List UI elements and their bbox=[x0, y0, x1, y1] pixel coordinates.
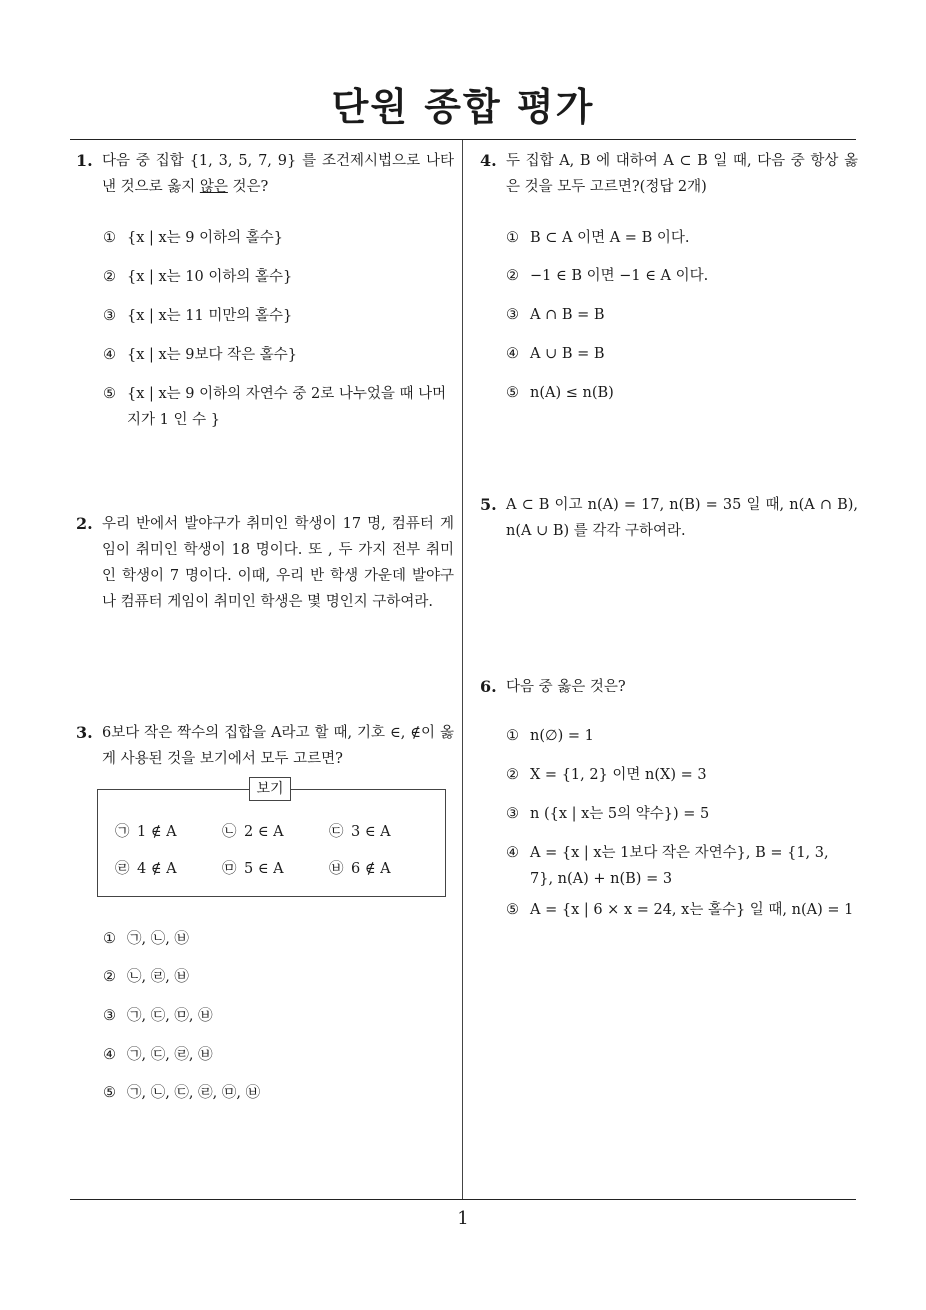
q4-option-2[interactable]: ② −1 ∈ B 이면 −1 ∈ A 이다. bbox=[506, 268, 709, 284]
q1-option-4[interactable]: ④ {x | x는 9보다 작은 홀수} bbox=[103, 347, 298, 363]
q3-option-3[interactable]: ③ ㉠, ㉢, ㉤, ㉥ bbox=[103, 1008, 213, 1024]
q6-option-3[interactable]: ③ n ({x | x는 5의 약수}) = 5 bbox=[506, 806, 710, 822]
q4-option-1[interactable]: ① B ⊂ A 이면 A = B 이다. bbox=[506, 230, 690, 246]
q3-option-1[interactable]: ① ㉠, ㉡, ㉥ bbox=[103, 931, 189, 947]
question-number: 1. bbox=[76, 151, 93, 170]
question-1 bbox=[76, 148, 454, 200]
q1-option-2[interactable]: ② {x | x는 10 이하의 홀수} bbox=[103, 269, 293, 285]
bogi-label: 보기 bbox=[249, 777, 291, 801]
question-text: 두 집합 A, B 에 대하여 A ⊂ B 일 때, 다음 중 항상 옳은 것을 모두 고르면?(정답 2개) bbox=[506, 153, 858, 195]
column-divider bbox=[462, 140, 463, 1200]
question-5 bbox=[480, 492, 858, 544]
q3-option-5[interactable]: ⑤ ㉠, ㉡, ㉢, ㉣, ㉤, ㉥ bbox=[103, 1085, 261, 1101]
q4-option-5[interactable]: ⑤ n(A) ≤ n(B) bbox=[506, 385, 614, 401]
question-number: 6. bbox=[480, 677, 497, 696]
q6-option-4[interactable]: ④ A = {x | x는 1보다 작은 자연수}, B = {1, 3, 7}, n(A) + n(B) = 3 bbox=[506, 845, 829, 887]
q1-option-1[interactable]: ① {x | x는 9 이하의 홀수} bbox=[103, 230, 284, 246]
question-text: 우리 반에서 발야구가 취미인 학생이 17 명, 컴퓨터 게임이 취미인 학생이 18 명이다. 또 , 두 가지 전부 취미인 학생이 7 명이다. 이때, 우리 반 학생 가운데 발야구나 컴퓨터 게임이 취미인 학생은 몇 명인지 구하여라. bbox=[102, 516, 454, 610]
q4-option-3[interactable]: ③ A ∩ B = B bbox=[506, 307, 605, 323]
question-number: 3. bbox=[76, 723, 93, 742]
top-divider bbox=[70, 139, 856, 140]
bogi-item: ㉤ 5 ∈ A bbox=[222, 861, 284, 877]
q6-option-1[interactable]: ① n(∅) = 1 bbox=[506, 728, 594, 744]
question-number: 4. bbox=[480, 151, 497, 170]
question-text: 다음 중 옳은 것은? bbox=[506, 679, 626, 695]
bottom-divider bbox=[70, 1199, 856, 1200]
question-text: 6보다 작은 짝수의 집합을 A라고 할 때, 기호 ∈, ∉이 옳게 사용된 것을 보기에서 모두 고르면? bbox=[102, 725, 454, 767]
underlined-word: 않은 bbox=[199, 179, 228, 195]
bogi-item: ㉥ 6 ∉ A bbox=[329, 861, 391, 877]
q1-option-3[interactable]: ③ {x | x는 11 미만의 홀수} bbox=[103, 308, 293, 324]
q3-option-2[interactable]: ② ㉡, ㉣, ㉥ bbox=[103, 969, 189, 985]
page-title: 단원 종합 평가 bbox=[331, 85, 595, 129]
question-4 bbox=[480, 148, 858, 200]
bogi-item: ㉠ 1 ∉ A bbox=[115, 824, 177, 840]
q6-option-2[interactable]: ② X = {1, 2} 이면 n(X) = 3 bbox=[506, 767, 707, 783]
bogi-item: ㉣ 4 ∉ A bbox=[115, 861, 177, 877]
page-number: 1 bbox=[457, 1208, 469, 1229]
question-2 bbox=[76, 511, 454, 615]
question-number: 2. bbox=[76, 514, 93, 533]
question-6 bbox=[480, 674, 858, 700]
question-number: 5. bbox=[480, 495, 497, 514]
q6-option-5[interactable]: ⑤ A = {x | 6 × x = 24, x는 홀수} 일 때, n(A) = 1 bbox=[506, 902, 854, 918]
q3-option-4[interactable]: ④ ㉠, ㉢, ㉣, ㉥ bbox=[103, 1047, 213, 1063]
q1-option-5[interactable]: ⑤ {x | x는 9 이하의 자연수 중 2로 나누었을 때 나머지가 1 인 수 } bbox=[103, 386, 447, 428]
bogi-box bbox=[97, 789, 446, 897]
question-3 bbox=[76, 720, 454, 772]
bogi-item: ㉡ 2 ∈ A bbox=[222, 824, 284, 840]
bogi-item: ㉢ 3 ∈ A bbox=[329, 824, 391, 840]
question-text: A ⊂ B 이고 n(A) = 17, n(B) = 35 일 때, n(A ∩ B), n(A ∪ B) 를 각각 구하여라. bbox=[506, 497, 858, 539]
q4-option-4[interactable]: ④ A ∪ B = B bbox=[506, 346, 605, 362]
question-text: 다음 중 집합 {1, 3, 5, 7, 9} 를 조건제시법으로 나타낸 것으로 옳지 않은 것은? bbox=[102, 153, 454, 195]
